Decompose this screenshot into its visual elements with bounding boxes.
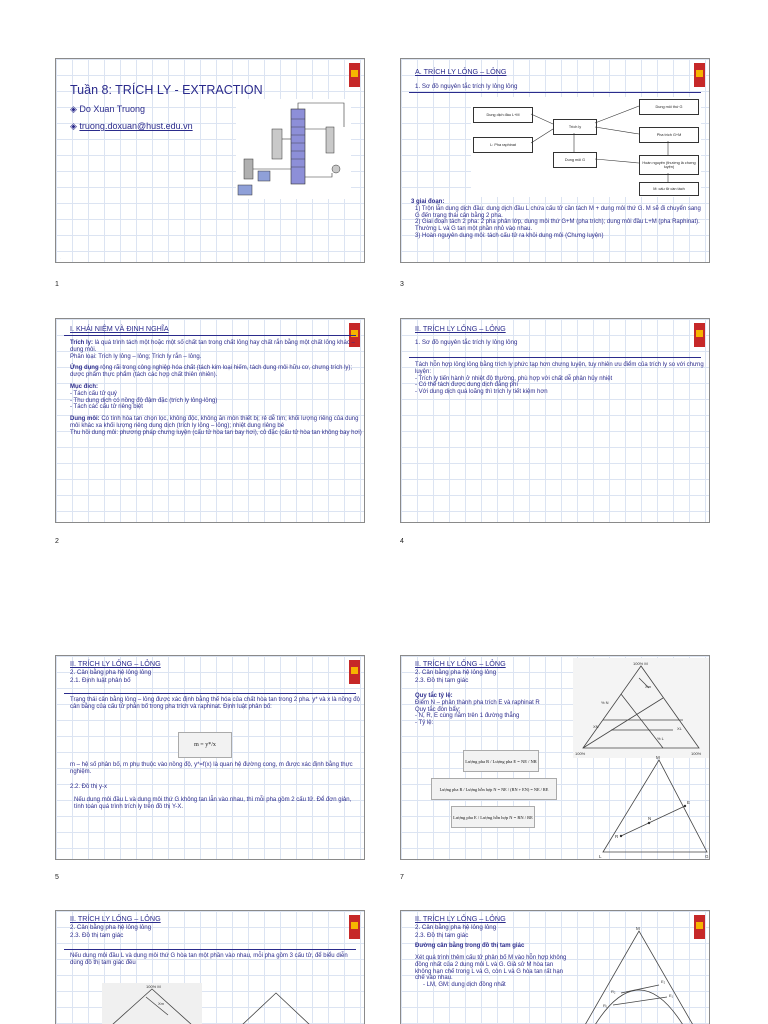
point-label: E₂ [661, 979, 666, 984]
slide-subheading: 2. Cân bằng pha hệ lỏng lỏng [70, 924, 152, 931]
lever-formula-2: Lượng pha R / Lượng hỗn hợp N = NE / (RN + EN) = NE / RE [431, 778, 557, 800]
axis-label: % N [601, 700, 609, 705]
slide-subheading: 2.3. Đồ thị tam giác [415, 932, 469, 939]
vertex-label: G [705, 854, 709, 859]
vertex-label: M [656, 755, 660, 760]
box-raffinate: L: Pha raphinat [473, 137, 533, 153]
slide-heading: II. TRÍCH LY LỎNG – LỎNG [70, 659, 161, 668]
vertex-label: 100% M [633, 661, 648, 666]
lever-formula-3: Lượng pha E / Lượng hỗn hợp N = RN / RE [451, 806, 535, 828]
vertex-label: 100% [691, 751, 702, 756]
point-label: E [687, 800, 691, 805]
box-solvent: Dung môi G [553, 152, 597, 168]
divider [409, 357, 701, 358]
paragraph: Xét quá trình thêm cấu tử phân bố M vào hỗn hợp không đồng nhất của 2 dung môi L và G. Giả sử M hòa tan không hạn chế trong L và G, còn L và G hòa tan rất hạn chế vào nhau. - LM, GM: dung dịch đồng nhất [415, 955, 567, 989]
paragraph: Phân loại: Trích ly lỏng – lỏng; Trích ly rắn – lỏng. [70, 353, 202, 360]
axis-label: % L [657, 736, 664, 741]
vertex-label: 100% [575, 751, 586, 756]
paragraph: Trạng thái cân bằng lỏng – lỏng được xác định bằng thế hóa của chất hòa tan trong 2 pha. y* và x là nồng độ cân bằng của cấu tử phân bố trong pha trích và raphinat. Định luật phân bố: [70, 697, 360, 710]
paragraph: Tách hỗn hợp lỏng lỏng bằng trích ly phức tạp hơn chưng luyện, tuy nhiên ưu điểm của trích ly so với chưng luyện: [415, 362, 704, 375]
paragraph: Nếu dung môi đầu L và dung môi thứ G không tan lẫn vào nhau, thì mỗi pha gồm 2 cấu tử. Để đơn giản, tính toán quá trình trích ly trên đồ thị Y-X. [74, 797, 352, 810]
stage-item: 1) Trộn lẫn dung dịch đầu: dung dịch đầu L chứa cấu tử cần tách M + dung môi thứ G. M sẽ đi chuyển sang G đến trạng thái cân bằng 2 pha. [415, 205, 701, 219]
slide-subheading: 2.1. Định luật phân bố [70, 677, 131, 684]
slide-7[interactable] [400, 655, 710, 860]
slide-1[interactable] [55, 58, 365, 263]
divider [64, 335, 356, 336]
rule-line: Điểm N – phân thành pha trích E và raphinat R [415, 699, 540, 706]
paragraph: Trích ly: là quá trình tách một hoặc một số chất tan trong chất lỏng hay chất rắn bằng một chất lỏng khác – dung môi. [70, 340, 355, 353]
vertex-label: L [599, 854, 602, 859]
page-number: 7 [400, 874, 404, 881]
axis-label: Xm [645, 684, 651, 689]
triangle-diagram [102, 983, 202, 1024]
point-label: R₁ [603, 1003, 608, 1008]
point-label: N [648, 816, 652, 821]
slide-subheading: 2.3. Đồ thị tam giác [415, 677, 469, 684]
slide-2[interactable] [55, 318, 365, 523]
paragraph: Ứng dụng rộng rãi trong công nghiệp hóa chất (tách kim loại hiếm, tách dung môi hữu cơ, chưng trích ly); dược phẩm thực phẩm (tách các hợp chất thiên nhiên). [70, 365, 353, 379]
box-feed: Dung dịch đầu L+M [473, 107, 533, 123]
box-regeneration: Hoàn nguyên (thường là chưng luyện) [639, 155, 699, 175]
axis-label: Xm [158, 1001, 164, 1006]
vertex-label: M [636, 926, 640, 931]
slide-title: Tuần 8: TRÍCH LY - EXTRACTION [70, 83, 263, 97]
slide-footer: · [60, 257, 61, 260]
slide-heading: A. TRÍCH LY LỎNG – LỎNG [415, 67, 507, 76]
page-number: 3 [400, 281, 404, 288]
purpose-item: - Thu dung dịch có nồng độ đậm đặc (trích ly lỏng-lỏng) [70, 397, 218, 404]
list-item: - Trích ly tiến hành ở nhiệt độ thường, phù hợp với chất dễ phân hủy nhiệt [415, 375, 613, 382]
slide-subheading: 1. Sơ đồ nguyên tắc trích ly lỏng lỏng [415, 339, 518, 346]
purpose-item: - Tách các cấu tử riêng biệt [70, 404, 143, 411]
content-block [70, 340, 362, 437]
university-logo [694, 63, 705, 87]
diagram-arrows [471, 97, 701, 197]
page-number: 5 [55, 874, 59, 881]
slide-4[interactable] [400, 318, 710, 523]
point-label: E₁ [669, 993, 674, 998]
author-name: Do Xuan Truong [79, 104, 145, 114]
page-number: 2 [55, 538, 59, 545]
purpose-title: Mục đích: [70, 383, 98, 390]
box-component-m: M: cấu tử cần tách [639, 182, 699, 196]
triangle-diagram-1 [573, 658, 710, 758]
email-line [70, 121, 193, 132]
box-extract-phase: Pha trích G+M [639, 127, 699, 143]
content-block [415, 362, 707, 396]
university-logo [349, 63, 360, 87]
triangle-diagram-2 [597, 752, 710, 860]
paragraph: 2.2. Đồ thị y-x [70, 784, 108, 790]
box-solvent-g: Dung môi thứ G [639, 99, 699, 115]
section-title: Đường cân bằng trong đồ thị tam giác [415, 943, 525, 949]
slide-10[interactable] [400, 910, 710, 1024]
paragraph: Thu hồi dung môi: phương pháp chưng luyện (cấu tử hòa tan bay hơi), cô đặc (cấu tử hòa tan không bay hơi) [70, 429, 362, 436]
slide-heading: II. TRÍCH LY LỎNG – LỎNG [415, 659, 506, 668]
university-logo [349, 660, 360, 684]
slide-subheading: 1. Sơ đồ nguyên tắc trích ly lỏng lỏng [415, 83, 518, 90]
slide-heading: I. KHÁI NIỆM VÀ ĐỊNH NGHĨA [70, 324, 169, 333]
slide-subheading: 2. Cân bằng pha hệ lỏng lỏng [415, 669, 497, 676]
slide-subheading: 2.3. Đồ thị tam giác [70, 932, 124, 939]
slide-subheading: 2. Cân bằng pha hệ lỏng lỏng [415, 924, 497, 931]
slide-9[interactable] [55, 910, 365, 1024]
slide-5[interactable] [55, 655, 365, 860]
stage-item: 3) Hoàn nguyên dung môi: tách cấu tử ra khỏi dung môi (Chưng luyện) [415, 232, 604, 239]
purpose-item: - Tách cấu tử quý [70, 390, 117, 397]
divider [64, 693, 356, 694]
university-logo [694, 323, 705, 347]
list-item: - Có thể tách được dung dịch đẳng phí [415, 382, 519, 389]
university-logo [349, 915, 360, 939]
rule-title: Quy tắc tỷ lệ: [415, 693, 453, 699]
list-item: - Với dung dịch quá loãng thì trích ly tiết kiệm hơn [415, 389, 548, 396]
equilibrium-triangle [573, 925, 703, 1024]
page-number: 1 [55, 281, 59, 288]
point-label: R [615, 834, 619, 839]
stages-title: 3 giai đoạn: [411, 199, 445, 205]
paragraph: m – hệ số phân bố, m phụ thuộc vào nồng độ, y*=f(x) là quan hệ đường cong, m được xác định bằng thực nghiệm. [70, 762, 353, 775]
page-number: 4 [400, 538, 404, 545]
author-line [70, 104, 145, 115]
rule-line: Quy tắc đòn bẩy: [415, 706, 461, 713]
rule-line: - Tỷ lệ: [415, 720, 434, 727]
extraction-plant-image [236, 99, 351, 199]
author-email[interactable]: truong.doxuan@hust.edu.vn [79, 121, 193, 131]
slide-subheading: 2. Cân bằng pha hệ lỏng lỏng [70, 669, 152, 676]
rule-line: - N, R, E cùng nằm trên 1 đường thẳng [415, 713, 520, 720]
slide-heading: II. TRÍCH LY LỎNG – LỎNG [415, 914, 506, 923]
stage-item: 2) Giai đoạn tách 2 pha: 2 pha phân lớp, dung môi thứ G+M (pha trích); dung môi đầu L+M (pha Raphinat). Thường L và G tan một phần nhỏ vào nhau. [415, 219, 700, 233]
axis-label: XL [677, 726, 682, 731]
lever-formula-1: Lượng pha R / Lượng pha E = NE / NR [463, 750, 539, 772]
slide-heading: II. TRÍCH LY LỎNG – LỎNG [415, 324, 506, 333]
slide-heading: II. TRÍCH LY LỎNG – LỎNG [70, 914, 161, 923]
rule-block [415, 693, 575, 727]
axis-label: XN [593, 724, 599, 729]
bullet-icon: ◈ [70, 104, 80, 114]
paragraph: Nếu dung môi đầu L và dung môi thứ G hòa tan một phần vào nhau, mỗi pha gồm 3 cấu tử, để biểu diễn dùng đồ thị tam giác đều [70, 953, 348, 966]
paragraph: Dung môi: Có tính hòa tan chọn lọc, không độc, không ăn mòn thiết bị; rẻ dễ tìm; khối lượng riêng của dung môi khác xa khối lượng riêng dung dịch (trích ly lỏng – lỏng); nhiệt dung riêng bé [70, 416, 359, 429]
slide-3[interactable] [400, 58, 710, 263]
box-extraction: Trích ly [553, 119, 597, 135]
process-diagram [471, 97, 701, 197]
divider [409, 92, 701, 93]
vertex-label: 100% M [146, 984, 161, 989]
stages-block [411, 199, 706, 240]
triangle-diagram [236, 991, 316, 1024]
divider [64, 949, 356, 950]
point-label: R₂ [611, 989, 616, 994]
distribution-formula: m = y*/x [178, 732, 232, 758]
bullet-icon: ◈ [70, 121, 80, 131]
